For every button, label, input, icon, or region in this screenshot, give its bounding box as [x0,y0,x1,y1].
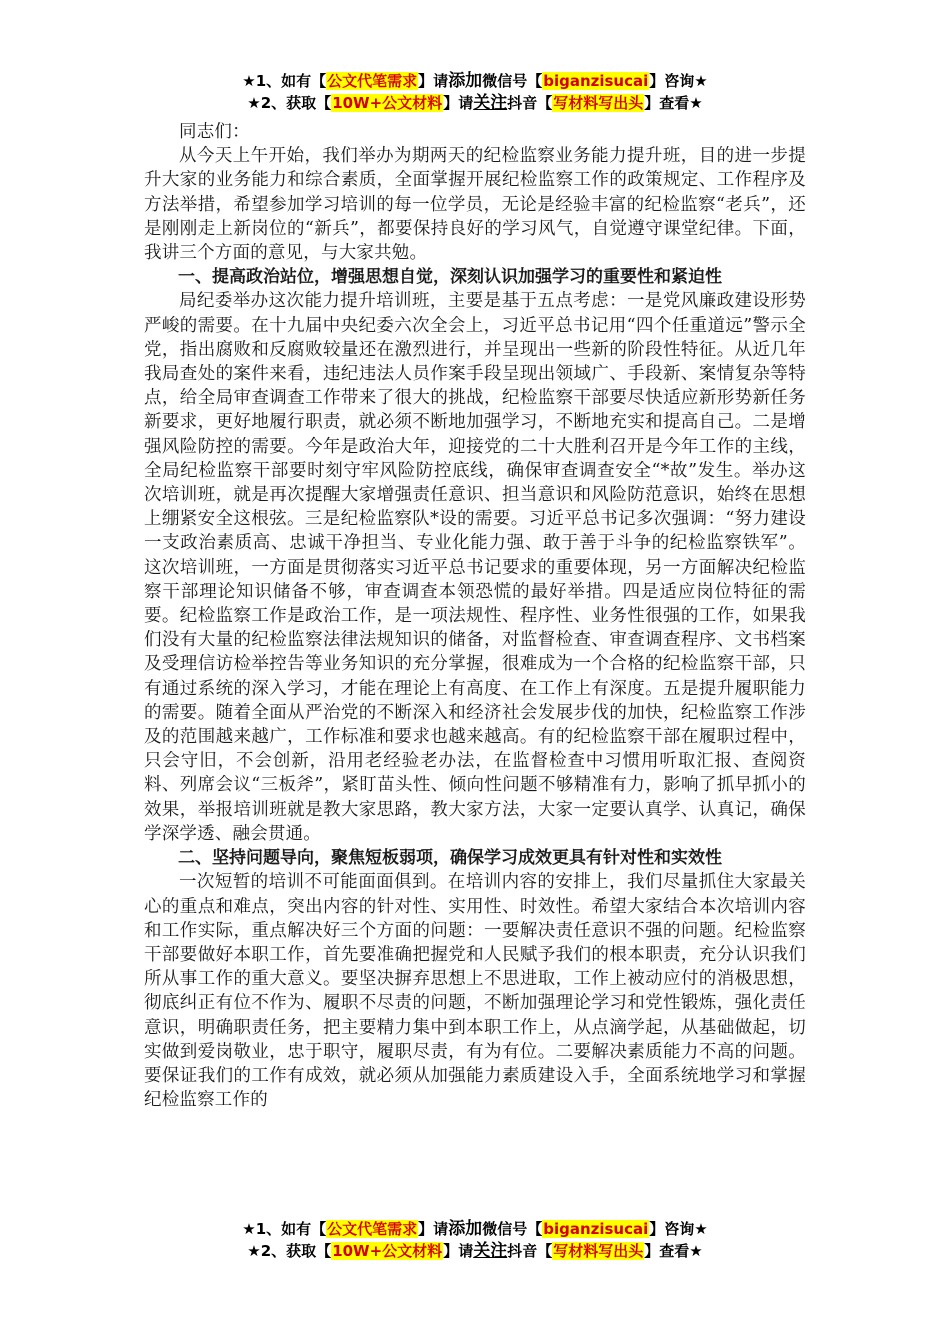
highlight-service: 公文代笔需求 [327,72,418,90]
highlight-materials: 10W+公文材料 [332,1242,443,1260]
promo-banner-bottom [0,1218,950,1262]
section-heading-1: 一、提高政治站位，增强思想自觉，深刻认识加强学习的重要性和紧迫性 [178,267,722,288]
intro-paragraph: 从今天上午开始，我们举办为期两天的纪检监察业务能力提升班，目的进一步提升大家的业务能力和综合素质，全面掌握开展纪检监察工作的政策规定、工作程序及方法举措，希望参加学习培训的每一位学员，无论是经验丰富的纪检监察“老兵”，还是刚刚走上新岗位的“新兵”，都要保持良好的学习风气，自觉遵守课堂纪律。下面，我讲三个方面的意见，与大家共勉。 [144,146,806,264]
document-body [144,120,806,1112]
section-2-paragraph: 一次短暂的培训不可能面面俱到。在培训内容的安排上，我们尽量抓住大家最关心的重点和难点，突出内容的针对性、实用性、时效性。希望大家结合本次培训内容和工作实际，重点解决好三个方面的问题：一要解决责任意识不强的问题。纪检监察干部要做好本职工作，首先要准确把握党和人民赋予我们的根本职责，充分认识我们所从事工作的重大意义。要坚决摒弃思想上不思进取，工作上被动应付的消极思想，彻底纠正有位不作为、履职不尽责的问题，不断加强理论学习和党性锻炼，强化责任意识，明确职责任务，把主要精力集中到本职工作上，从点滴学起，从基础做起，切实做到爱岗敬业，忠于职守，履职尽责，有为有位。二要解决素质能力不高的问题。要保证我们的工作有成效，就必须从加强能力素质建设入手，全面系统地学习和掌握纪检监察工作的 [144,872,806,1111]
promo-line-2: ★2、获取【10W+公文材料】请关注抖音【写材料写出头】查看★ [247,93,703,113]
highlight-douyin-account: 写材料写出头 [553,94,644,112]
salutation: 同志们： [179,122,250,142]
promo-line-1: ★1、如有【公文代笔需求】请添加微信号【biganzisucai】咨询★ [242,1219,708,1239]
section-1-paragraph: 局纪委举办这次能力提升培训班，主要是基于五点考虑：一是党风廉政建设形势严峻的需要。在十九届中央纪委六次全会上，习近平总书记用“四个任重道远”警示全党，指出腐败和反腐败较量还在激烈进行，并呈现出一些新的阶段性特征。从近几年我局查处的案件来看，违纪违法人员作案手段呈现出领域广、手段新、案情复杂等特点，给全局审查调查工作带来了很大的挑战，纪检监察干部要尽快适应新形势新任务新要求，更好地履行职责，就必须不断地加强学习，不断地充实和提高自己。二是增强风险防控的需要。今年是政治大年，迎接党的二十大胜利召开是今年工作的主线，全局纪检监察干部要时刻守牢风险防控底线，确保审查调查安全“*故”发生。举办这次培训班，就是再次提醒大家增强责任意识、担当意识和风险防范意识，始终在思想上绷紧安全这根弦。三是纪检监察队*设的需要。习近平总书记多次强调：“努力建设一支政治素质高、忠诚干净担当、专业化能力强、敢于善于斗争的纪检监察铁军”。这次培训班，一方面是贯彻落实习近平总书记要求的重要体现，另一方面解决纪检监察干部理论知识储备不够，审查调查本领恐慌的最好举措。四是适应岗位特征的需要。纪检监察工作是政治工作，是一项法规性、程序性、业务性很强的工作，如果我们没有大量的纪检监察法律法规知识的储备，对监督检查、审查调查程序、文书档案及受理信访检举控告等业务知识的充分掌握，很难成为一个合格的纪检监察干部，只有通过系统的深入学习，才能在理论上有高度、在工作上有深度。五是提升履职能力的需要。随着全面从严治党的不断深入和经济社会发展步伐的加快，纪检监察工作涉及的范围越来越广，工作标准和要求也越来越高。有的纪检监察干部在履职过程中，只会守旧，不会创新，沿用老经验老办法，在监督检查中习惯用听取汇报、查阅资料、列席会议“三板斧”，紧盯苗头性、倾向性问题不够精准有力，影响了抓早抓小的效果，举报培训班就是教大家思路，教大家方法，大家一定要认真学、认真记，确保学深学透、融会贯通。 [144,291,806,844]
promo-banner-top [0,70,950,114]
highlight-service: 公文代笔需求 [327,1220,418,1238]
highlight-douyin-account: 写材料写出头 [553,1242,644,1260]
promo-line-1: ★1、如有【公文代笔需求】请添加微信号【biganzisucai】咨询★ [242,71,708,91]
highlight-wechat-id: biganzisucai [543,1220,649,1238]
highlight-wechat-id: biganzisucai [543,72,649,90]
section-heading-2: 二、坚持问题导向，聚焦短板弱项，确保学习成效更具有针对性和实效性 [178,848,722,869]
promo-line-2: ★2、获取【10W+公文材料】请关注抖音【写材料写出头】查看★ [247,1241,703,1261]
highlight-materials: 10W+公文材料 [332,94,443,112]
